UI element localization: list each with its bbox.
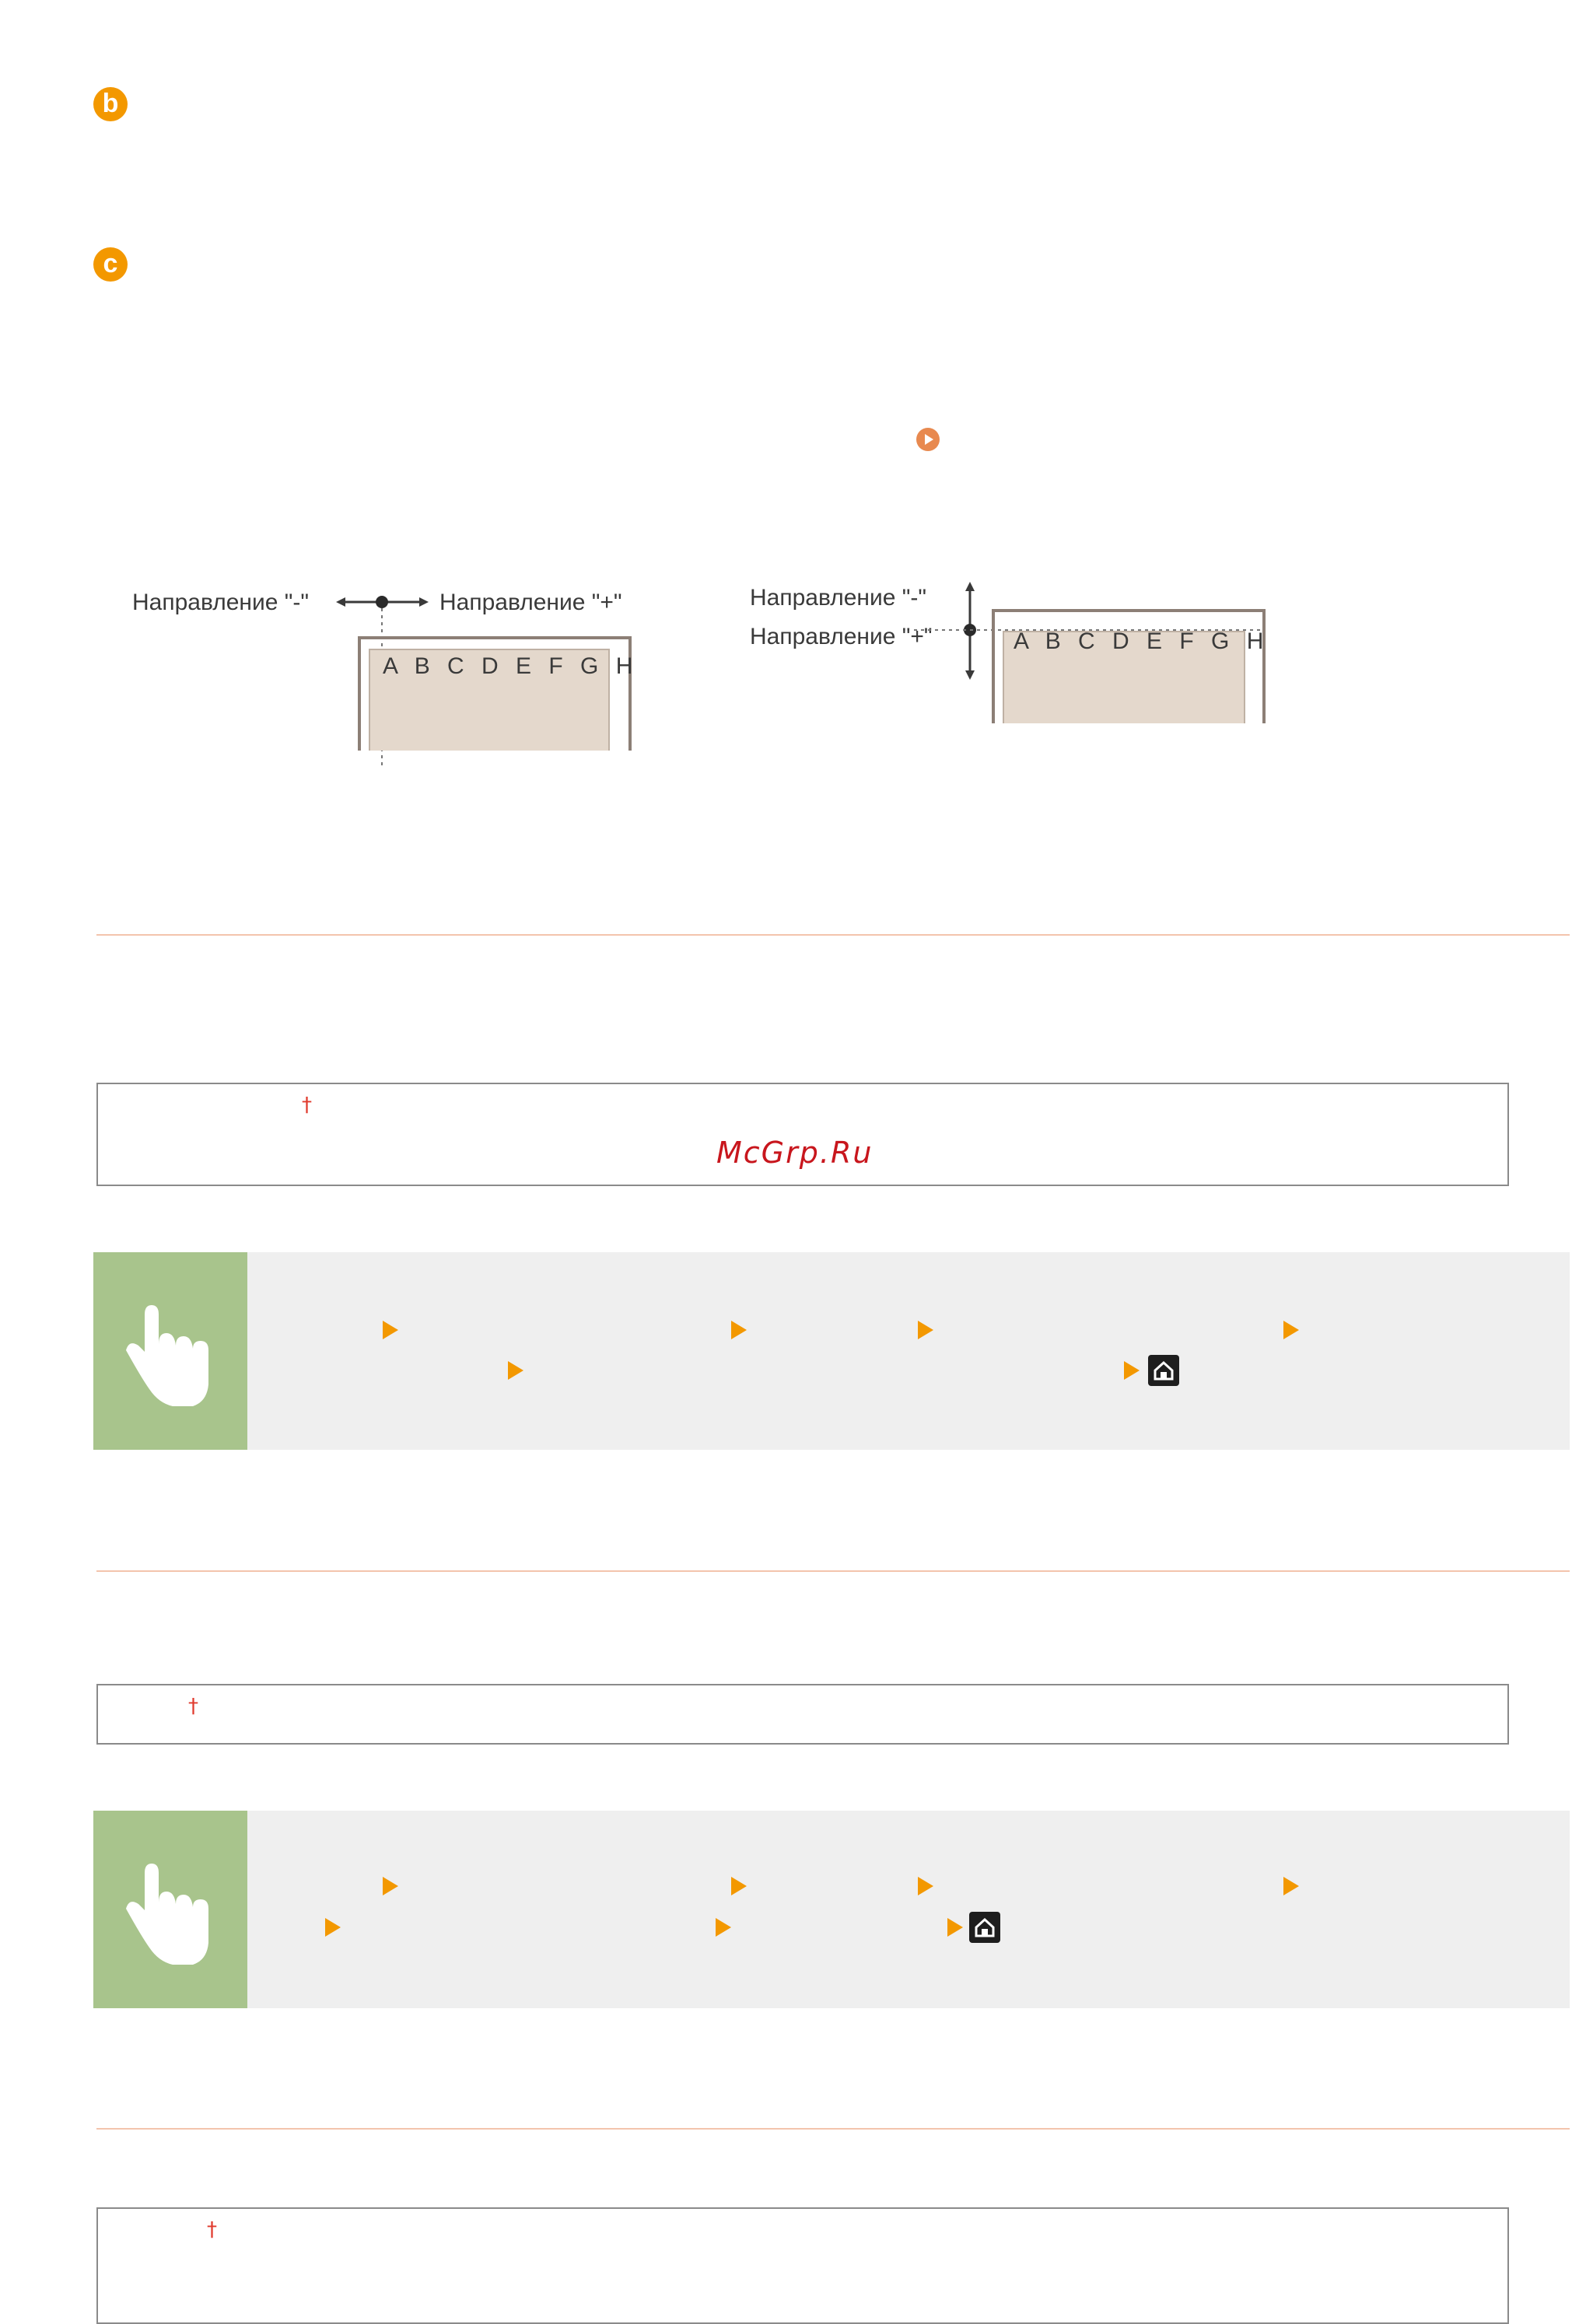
diagram-vertical-adjust [747,576,1291,731]
direction-minus-label: Направление "-" [750,585,927,611]
step-arrow-icon [1124,1361,1140,1380]
settings-box [96,2207,1509,2324]
hand-icon-area [93,1811,247,2008]
step-arrow-icon [1283,1877,1299,1895]
marker-b-badge: b [93,87,128,121]
direction-plus-label: Направление "+" [750,624,933,649]
link-arrow-icon[interactable] [916,428,940,451]
step-arrow-icon [383,1321,398,1339]
operation-panel [93,1811,1570,2008]
step-arrow-icon [1283,1321,1299,1339]
default-marker: † [302,1094,312,1117]
step-arrow-icon [947,1918,963,1937]
step-arrow-icon [508,1361,523,1380]
step-arrow-icon [325,1918,341,1937]
diagram-horizontal-adjust [124,576,669,770]
settings-box [96,1684,1509,1745]
direction-plus-label: Направление "+" [439,590,622,615]
section-divider [96,2128,1570,2130]
home-icon[interactable] [969,1912,1000,1943]
step-arrow-icon [383,1877,398,1895]
tap-hand-icon [93,1811,247,2008]
sample-text: A B C D E F G H [1014,628,1269,654]
step-arrow-icon [918,1877,933,1895]
watermark: McGrp.Ru [716,1136,874,1170]
marker-c-badge: c [93,247,128,282]
operation-panel [93,1252,1570,1450]
home-icon[interactable] [1148,1355,1179,1386]
step-arrow-icon [716,1918,731,1937]
tap-hand-icon [93,1252,247,1450]
section-divider [96,1570,1570,1572]
step-arrow-icon [918,1321,933,1339]
settings-box [96,1083,1509,1186]
hand-icon-area [93,1252,247,1450]
section-divider [96,934,1570,936]
default-marker: † [207,2218,217,2242]
step-arrow-icon [731,1877,747,1895]
step-arrow-icon [731,1321,747,1339]
default-marker: † [188,1695,198,1718]
sample-text: A B C D E F G H [383,653,639,679]
direction-minus-label: Направление "-" [132,590,310,615]
